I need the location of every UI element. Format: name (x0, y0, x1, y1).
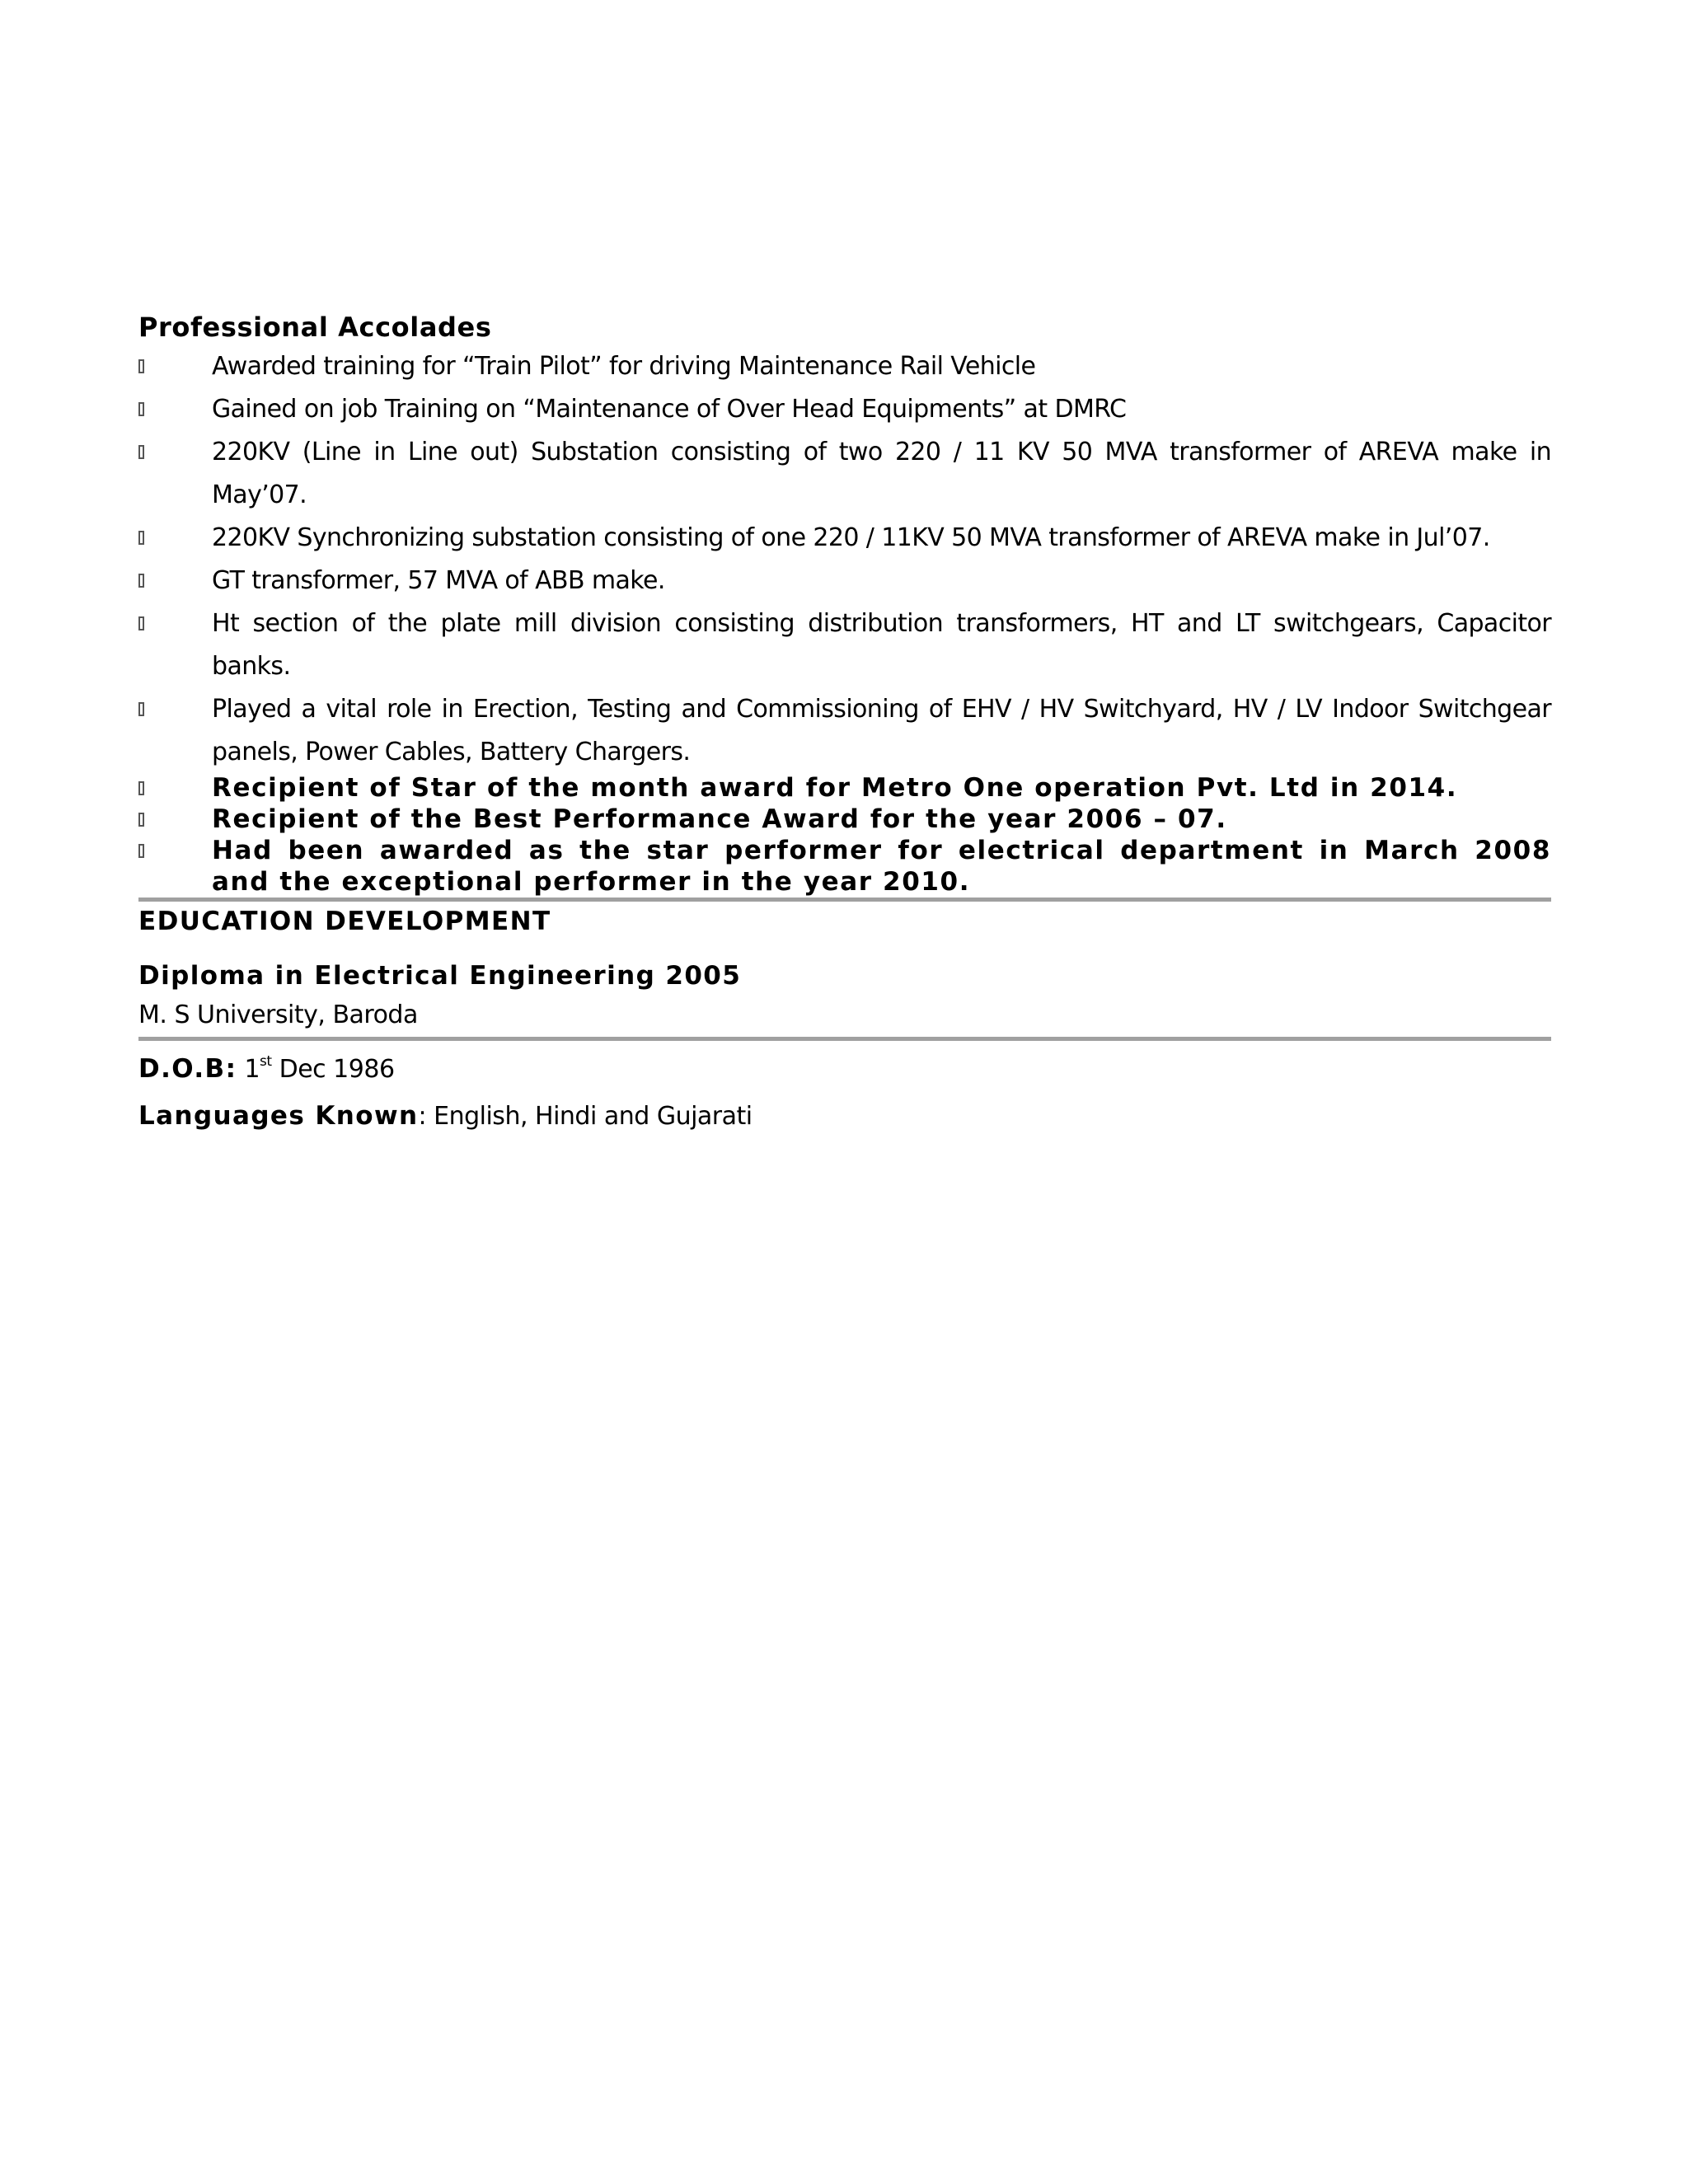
dob-suffix: st (260, 1053, 272, 1070)
bullet-icon (138, 844, 144, 858)
accolades-heading: Professional Accolades (138, 312, 492, 343)
section-divider (138, 898, 1551, 902)
bullet-icon (138, 531, 144, 545)
section-divider (138, 1037, 1551, 1041)
list-item-text: Played a vital role in Erection, Testing and Commissioning of EHV / HV Switchyard, HV / LV Indoor Switchgear panels, Power Cables, Battery Chargers. (212, 695, 1551, 766)
award-item-text: Recipient of Star of the month award for Metro One operation Pvt. Ltd in 2014. (212, 773, 1458, 803)
bullet-icon (138, 445, 144, 459)
award-item-text: Had been awarded as the star performer for electrical department in March 2008 and the exceptional performer in the year 2010. (212, 836, 1551, 897)
list-item (138, 560, 1551, 602)
list-item-text: Awarded training for “Train Pilot” for driving Maintenance Rail Vehicle (212, 352, 1036, 381)
award-item (138, 772, 1551, 804)
list-item-text: Ht section of the plate mill division consisting distribution transformers, HT and LT switchgears, Capacitor banks. (212, 609, 1551, 681)
list-item (138, 517, 1551, 560)
bullet-icon (138, 402, 144, 416)
languages-value: : English, Hindi and Gujarati (418, 1102, 753, 1131)
list-item (138, 388, 1551, 431)
list-item-text: 220KV Synchronizing substation consisting of one 220 / 11KV 50 MVA transformer of AREVA make in Jul’07. (212, 523, 1490, 552)
list-item (138, 345, 1551, 388)
award-item (138, 835, 1551, 898)
education-heading: EDUCATION DEVELOPMENT (138, 907, 551, 936)
languages-line (138, 1093, 1551, 1140)
bullet-icon (138, 616, 144, 630)
dob-line (138, 1046, 1551, 1093)
accolades-list (138, 345, 1551, 898)
dob-label: D.O.B: (138, 1054, 237, 1084)
list-item (138, 602, 1551, 688)
list-item-text: 220KV (Line in Line out) Substation consisting of two 220 / 11 KV 50 MVA transformer of AREVA make in May’07. (212, 438, 1551, 509)
bullet-icon (138, 359, 144, 373)
bullet-icon (138, 781, 144, 795)
dob-rest: Dec 1986 (271, 1055, 395, 1084)
list-item-text: GT transformer, 57 MVA of ABB make. (212, 566, 665, 595)
bullet-icon (138, 813, 144, 827)
degree-title: Diploma in Electrical Engineering 2005 (138, 961, 742, 991)
award-item (138, 804, 1551, 835)
award-item-text: Recipient of the Best Performance Award for the year 2006 – 07. (212, 804, 1227, 834)
dob-day: 1 (244, 1055, 260, 1084)
list-item (138, 431, 1551, 517)
languages-label: Languages Known (138, 1101, 419, 1131)
bullet-icon (138, 702, 144, 716)
list-item (138, 688, 1551, 774)
list-item-text: Gained on job Training on “Maintenance of Over Head Equipments” at DMRC (212, 395, 1127, 424)
school-name: M. S University, Baroda (138, 1001, 418, 1029)
bullet-icon (138, 574, 144, 588)
resume-page (138, 308, 1551, 1140)
